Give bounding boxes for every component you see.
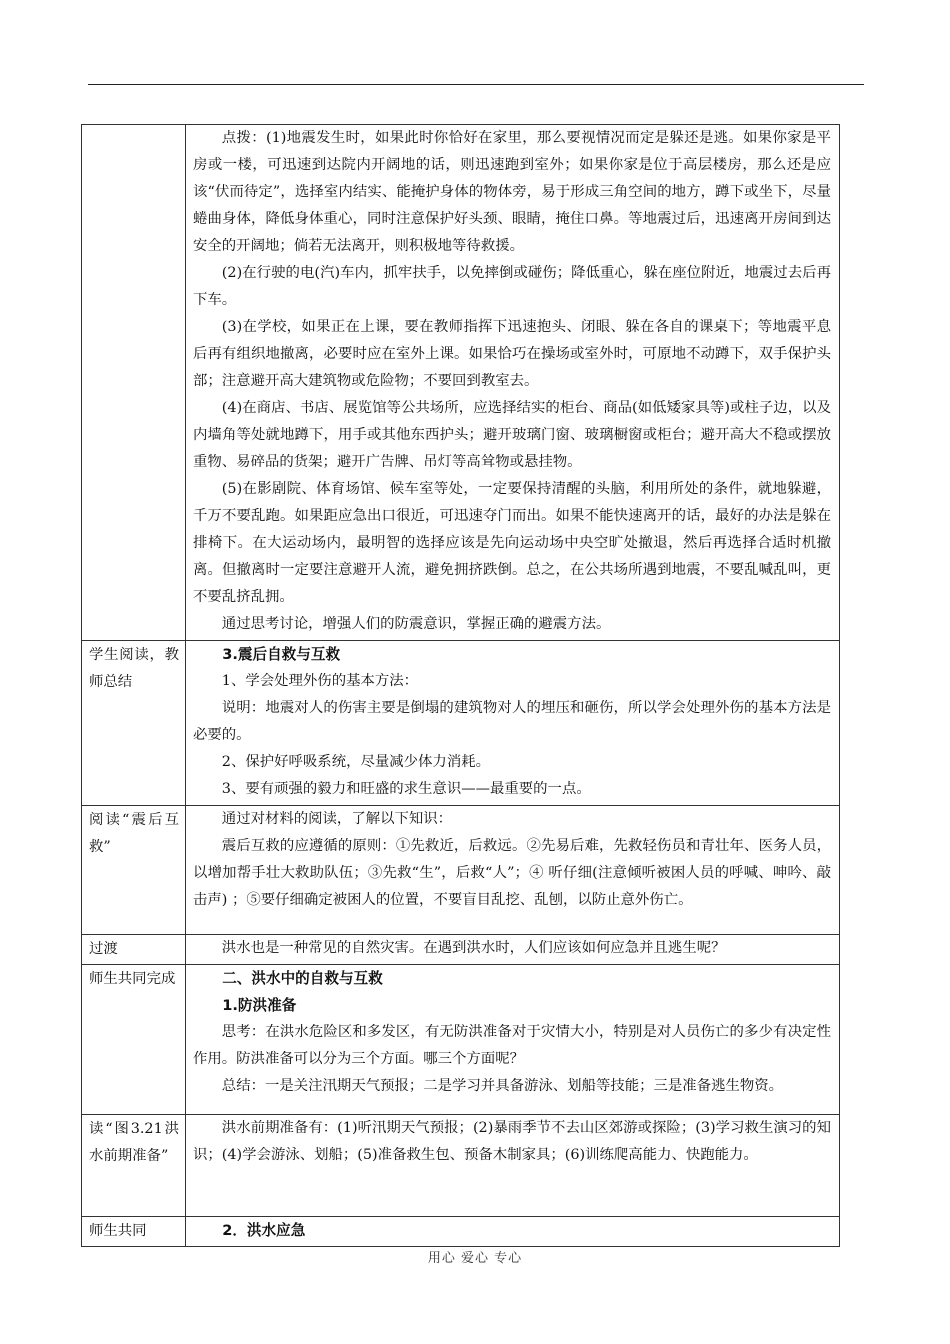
row-label (82, 125, 186, 641)
row-content (186, 1217, 840, 1247)
paragraph: 震后互救的应遵循的原则：①先救近，后救远。②先易后难，先救轻伤员和青壮年、医务人员，以增加帮手壮大救助队伍；③先救“生”，后救“人”；④ 听仔细(注意倾听被困人员的呼喊、呻吟、敲击声) ；⑤要仔细确定被困人的位置，不要盲目乱挖、乱刨，以防止意外伤亡。 (193, 838, 831, 908)
row-label: 师生共同完成 (82, 965, 186, 1115)
paragraph: 总结：一是关注汛期天气预报；二是学习并具备游泳、划船等技能；三是准备逃生物资。 (221, 1078, 784, 1094)
table-row (82, 965, 840, 1115)
paragraph: 通过思考讨论，增强人们的防震意识，掌握正确的避震方法。 (221, 616, 611, 632)
paragraph: 洪水也是一种常见的自然灾害。在遇到洪水时，人们应该如何应急并且逃生呢？ (221, 940, 726, 956)
paragraph: 点拨：(1)地震发生时，如果此时你恰好在家里，那么要视情况而定是躲还是逃。如果你家是平房或一楼，可迅速到达院内开阔地的话，则迅速跑到室外；如果你家是位于高层楼房，那么还是应该“伏而待定”，选择室内结实、能掩护身体的物体旁，易于形成三角空间的地方，蹲下或坐下，尽量蜷曲身体，降低身体重心，同时注意保护好头颈、眼睛，掩住口鼻。等地震过后，迅速离开房间到达安全的开阔地；倘若无法离开，则积极地等待救援。 (193, 130, 831, 254)
paragraph: 通过对材料的阅读，了解以下知识： (221, 811, 453, 827)
paragraph: (2)在行驶的电(汽)车内，抓牢扶手，以免摔倒或碰伤；降低重心，躲在座位附近，地震过去后再下车。 (193, 265, 831, 308)
table-row (82, 125, 840, 641)
table-row (82, 641, 840, 806)
page-footer: 用心 爱心 专心 (427, 1251, 523, 1266)
paragraph: 思考：在洪水危险区和多发区，有无防洪准备对于灾情大小，特别是对人员伤亡的多少有决定性作用。防洪准备可以分为三个方面。哪三个方面呢？ (193, 1024, 831, 1067)
table-row (82, 806, 840, 935)
row-label: 学生阅读，教师总结 (82, 641, 186, 806)
paragraph: (3)在学校，如果正在上课，要在教师指挥下迅速抱头、闭眼、躲在各自的课桌下；等地震平息后再有组织地撤离，必要时应在室外上课。如果恰巧在操场或室外时，可原地不动蹲下，双手保护头部；注意避开高大建筑物或危险物；不要回到教室去。 (193, 319, 831, 389)
row-content (186, 125, 840, 641)
row-content (186, 806, 840, 935)
header-rule (88, 84, 864, 85)
paragraph: 说明：地震对人的伤害主要是倒塌的建筑物对人的埋压和砸伤，所以学会处理外伤的基本方法是必要的。 (193, 700, 831, 743)
paragraph: (5)在影剧院、体育场馆、候车室等处，一定要保持清醒的头脑，利用所处的条件，就地躲避，千万不要乱跑。如果距应急出口很近，可迅速夺门而出。如果不能快速离开的话，最好的办法是躲在排椅下。在大运动场内，最明智的选择应该是先向运动场中央空旷处撤退，然后再选择合适时机撤离。但撤离时一定要注意避开人流，避免拥挤跌倒。总之，在公共场所遇到地震，不要乱喊乱叫，更不要乱挤乱拥。 (193, 481, 831, 605)
paragraph: 3、要有顽强的毅力和旺盛的求生意识——最重要的一点。 (221, 781, 591, 797)
table-row (82, 935, 840, 965)
paragraph: (4)在商店、书店、展览馆等公共场所，应选择结实的柜台、商品(如低矮家具等)或柱子边，以及内墙角等处就地蹲下，用手或其他东西护头；避开玻璃门窗、玻璃橱窗或柜台；避开高大不稳或摆放重物、易碎品的货架；避开广告牌、吊灯等高耸物或悬挂物。 (193, 400, 831, 470)
row-label: 阅读“震后互救” (82, 806, 186, 935)
section-heading: 二、洪水中的自救与互救 (222, 970, 383, 987)
row-label: 过渡 (82, 935, 186, 965)
lesson-plan-table (81, 124, 840, 1247)
row-content (186, 965, 840, 1115)
section-heading: 3.震后自救与互救 (222, 646, 341, 663)
row-content (186, 1115, 840, 1217)
row-content (186, 935, 840, 965)
paragraph: 1、学会处理外伤的基本方法： (221, 673, 419, 689)
subsection-heading: 1.防洪准备 (222, 997, 297, 1014)
row-label: 读“图3.21洪水前期准备” (82, 1115, 186, 1217)
paragraph: 洪水前期准备有：(1)听汛期天气预报；(2)暴雨季节不去山区郊游或探险；(3)学习救生演习的知识；(4)学会游泳、划船；(5)准备救生包、预备木制家具；(6)训练爬高能力、快跑能力。 (193, 1120, 831, 1163)
table-row (82, 1217, 840, 1247)
table-row (82, 1115, 840, 1217)
row-content (186, 641, 840, 806)
paragraph: 2、保护好呼吸系统，尽量减少体力消耗。 (221, 754, 490, 770)
section-heading: 2．洪水应急 (222, 1222, 306, 1239)
row-label: 师生共同 (82, 1217, 186, 1247)
